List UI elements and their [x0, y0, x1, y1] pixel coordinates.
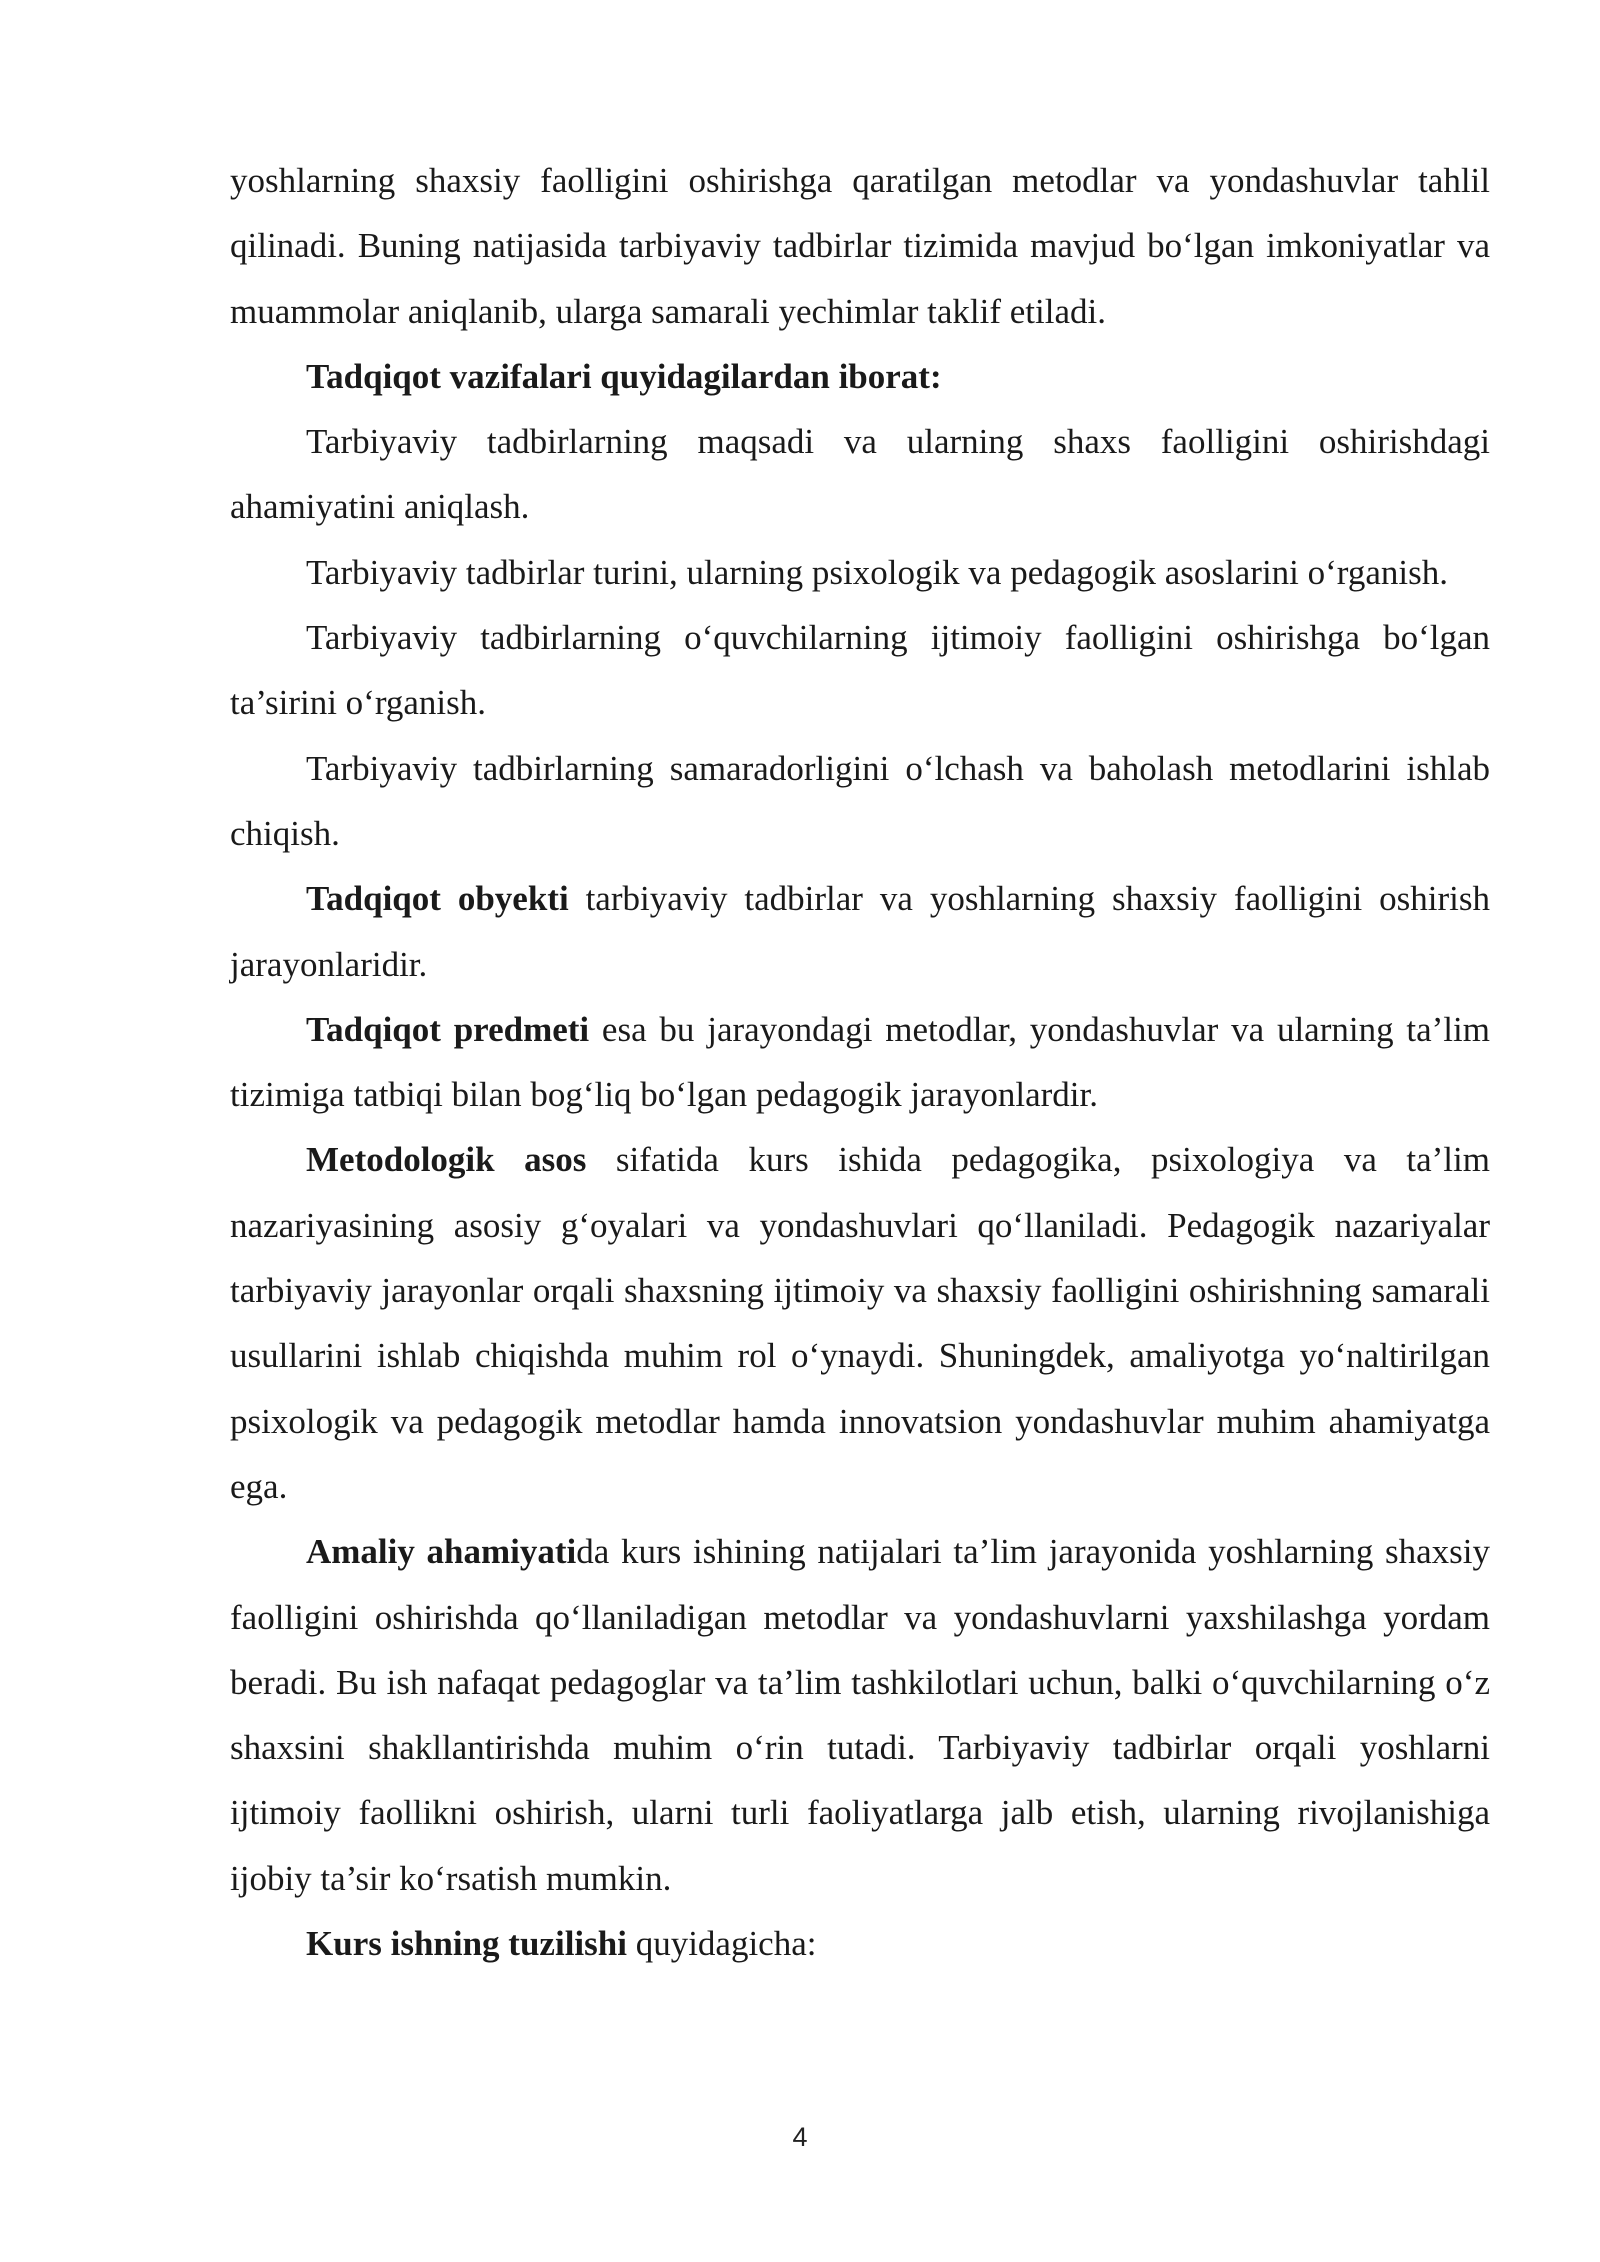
paragraph-practical — [230, 1519, 1490, 1911]
paragraph-text: Tarbiyaviy tadbirlarning samaradorligini o‘lchash va baholash metodlarini ishlab chiqish. — [230, 748, 1490, 853]
practical-term: Amaliy ahamiyati — [306, 1532, 577, 1572]
paragraph-object — [230, 866, 1490, 997]
paragraph-text: yoshlarning shaxsiy faolligini oshirishga qaratilgan metodlar va yondashuvlar tahlil qilinadi. Buning natijasida tarbiyaviy tadbirlar tizimida mavjud bo‘lgan imkoniyatlar va muammolar aniqlanib, ularga samarali yechimlar taklif etiladi. — [230, 161, 1490, 331]
paragraph-text: Tarbiyaviy tadbirlarning maqsadi va ularning shaxs faolligini oshirishdagi ahamiyatini aniqlash. — [230, 422, 1490, 527]
paragraph-text: esa bu jarayondagi metodlar, yondashuvlar va ularning ta’lim tizimiga tatbiqi bilan bog‘liq bo‘lgan pedagogik jarayonlardir. — [230, 1009, 1490, 1115]
page-number: 4 — [792, 2122, 808, 2152]
paragraph-subject — [230, 997, 1490, 1128]
paragraph-task-4 — [230, 736, 1490, 867]
paragraph-text: sifatida kurs ishida pedagogika, psixologiya va ta’lim nazariyasining asosiy g‘oyalari va yondashuvlari qo‘llaniladi. Pedagogik nazariyalar tarbiyaviy jarayonlar orqali shaxsning ijtimoiy va shaxsiy faolligini oshirishning samarali usullarini ishlab chiqishda muhim rol o‘ynaydi. Shuningdek, amaliyotga yo‘naltirilgan psixologik va pedagogik metodlar hamda innovatsion yondashuvlar muhim ahamiyatga ega. — [230, 1140, 1490, 1506]
subject-term: Tadqiqot predmeti — [306, 1009, 590, 1049]
paragraph-tasks-heading — [230, 344, 1490, 409]
methodology-term: Metodologik asos — [306, 1140, 587, 1180]
paragraph-task-2 — [230, 540, 1490, 605]
paragraph-structure — [230, 1911, 1490, 1976]
paragraph-text: Tarbiyaviy tadbirlarning o‘quvchilarning ijtimoiy faolligini oshirishga bo‘lgan ta’sirini o‘rganish. — [230, 618, 1490, 723]
object-term: Tadqiqot obyekti — [306, 879, 569, 919]
paragraph-text: tarbiyaviy tadbirlar va yoshlarning shaxsiy faolligini oshirish jarayonlaridir. — [230, 879, 1490, 984]
paragraph-task-1 — [230, 409, 1490, 540]
structure-term: Kurs ishning tuzilishi — [306, 1924, 627, 1964]
paragraph-text: Tarbiyaviy tadbirlar turini, ularning psixologik va pedagogik asoslarini o‘rganish. — [306, 552, 1448, 592]
body-text — [230, 148, 1490, 1976]
paragraph-task-3 — [230, 605, 1490, 736]
paragraph-text: da kurs ishining natijalari ta’lim jarayonida yoshlarning shaxsiy faolligini oshirishda qo‘llaniladigan metodlar va yondashuvlarni yaxshilashga yordam beradi. Bu ish nafaqat pedagoglar va ta’lim tashkilotlari uchun, balki o‘quvchilarning o‘z shaxsini shakllantirishda muhim o‘rin tutadi. Tarbiyaviy tadbirlar orqali yoshlarni ijtimoiy faollikni oshirish, ularni turli faoliyatlarga jalb etish, ularning rivojlanishiga ijobiy ta’sir ko‘rsatish mumkin. — [230, 1532, 1490, 1898]
paragraph-methodology — [230, 1127, 1490, 1519]
tasks-heading: Tadqiqot vazifalari quyidagilardan iborat: — [306, 356, 942, 396]
paragraph-text: quyidagicha: — [626, 1924, 817, 1964]
paragraph-intro-continuation — [230, 148, 1490, 344]
